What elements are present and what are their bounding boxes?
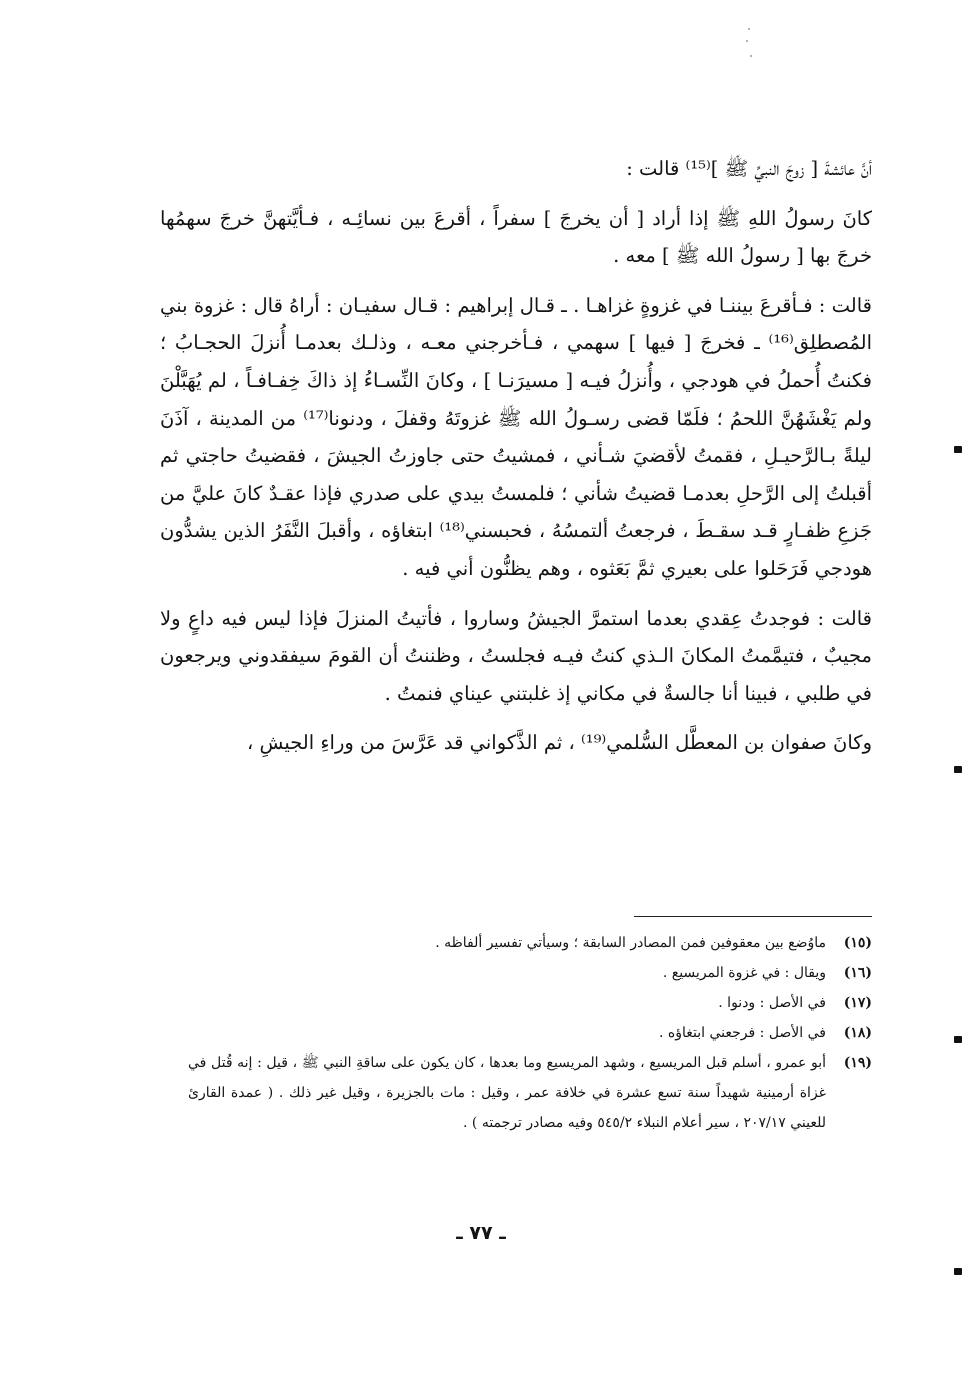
scan-speck <box>746 40 748 42</box>
footnote-number: (١٥) <box>843 935 872 951</box>
page-number: ـ ٧٧ ـ <box>456 1222 506 1244</box>
footnote-text: ويقال : في غزوة المريسيع . <box>662 965 826 981</box>
footnote-19 <box>188 1048 872 1138</box>
footnote-16 <box>188 958 872 988</box>
footnote-15 <box>188 928 872 958</box>
footnotes <box>188 928 872 1138</box>
footnote-text: أبو عمرو ، أسلم قبل المريسيع ، وشهد المريسيع وما بعدها ، كان يكون على ساقةِ النبي ﷺ ، قيل : إنه قُتل في غزاة أرمينية شهيداً سنة تسع عشرة في خلافة عمر ، وقيل : مات بالجزيرة ، وقيل غير ذلك . ( عمدة القارئ للعيني ٢٠٧/١٧ ، سير أعلام النبلاء ٥٤٥/٢ وفيه مصادر ترجمته ) . <box>188 1055 826 1131</box>
paragraph-journey: قالت : فـأقرعَ بيننـا في غزوةٍ غزاهـا . ـ قـال إبراهيم : قـال سفيـان : أراهُ قال : غزوة بني المُصطلِق⁽¹⁶⁾ ـ فخرجَ [ فيها ] سهمي ، فـأخرجني معـه ، وذلـك بعدمـا أُنزلَ الحجـابُ ؛ فكنتُ أُحملُ في هودجي ، وأُنزلُ فيـه [ مسيرَنـا ] ، وكانَ النِّسـاءُ إذ ذاكَ خِفـافـاً ، لم يُهَبَّلْنَ ولم يَغْشَهُنَّ اللحمُ ؛ فلَمّا قضى رسـولُ الله ﷺ غزوتَهُ وقفلَ ، ودنونا⁽¹⁷⁾ من المدينة ، آذَنَ ليلةً بـالرَّحيـلِ ، فقمتُ لأقضيَ شـأني ، فمشيتُ حتى جاوزتُ الجيشَ ، فقضيتُ حاجتي ثم أقبلتُ إلى الرَّحلِ بعدمـا قضيتُ شأني ؛ فلمستُ بيدي على صدري فإذا عقـدٌ كانَ عليَّ من جَزعِ ظفـارٍ قـد سقـطَ ، فرجعتُ ألتمسُهُ ، فحبسني⁽¹⁸⁾ ابتغاؤه ، وأقبلَ النَّفَرُ الذين يشدُّون هودجي فَرَحَلوا على بعيري ثمَّ بَعَثوه ، وهم يظنُّون أني فيه . <box>160 293 872 580</box>
paragraph-necklace: قالت : فوجدتُ عِقدي بعدما استمرَّ الجيشُ وساروا ، فأتيتُ المنزلَ فإذا ليس فيه داعٍ ولا مجيبٌ ، فتيمَّمتُ المكانَ الـذي كنتُ فيـه فجلستُ ، وظننتُ أن القومَ سيفقدوني ويرجعون في طلبي ، فبينا أنا جالسةٌ في مكاني إذ غلبتني عيناي فنمتُ . <box>160 606 872 705</box>
footnote-number: (١٨) <box>843 1025 872 1041</box>
scan-speck <box>748 28 750 30</box>
footnote-number: (١٩) <box>843 1055 872 1071</box>
footnote-text: في الأصل : ودنوا . <box>718 995 826 1011</box>
footnote-17 <box>188 988 872 1018</box>
footnote-text: في الأصل : فرجعني ابتغاؤه . <box>659 1025 826 1041</box>
footnote-text: ماوُضع بين معقوفين فمن المصادر السابقة ؛ وسيأتي تفسير ألفاظه . <box>435 935 826 951</box>
paragraph-lottery: كانَ رسولُ اللهِ ﷺ إذا أراد [ أن يخرجَ ] سفراً ، أقرعَ بين نسائِـه ، فـأيَّتهنَّ خرجَ سهمُها خرجَ بها [ رسولُ الله ﷺ ] معه . <box>160 206 872 268</box>
scan-mark <box>954 1036 962 1043</box>
paragraph-safwan: وكانَ صفوان بن المعطَّل السُّلمي⁽¹⁹⁾ ، ثم الذَّكواني قد عَرَّسَ من وراءِ الجيشِ ، <box>246 731 872 755</box>
scan-mark <box>954 766 962 773</box>
scan-mark <box>954 1268 962 1275</box>
footnote-divider <box>634 916 872 917</box>
footnote-number: (١٦) <box>843 965 872 981</box>
scan-speck <box>750 55 752 57</box>
footnote-number: (١٧) <box>843 995 872 1011</box>
scan-mark <box>954 446 962 453</box>
main-text <box>160 150 872 762</box>
paragraph-intro: أنَّ عائشةَ [ زوجَ النبيِّ ﷺ ]⁽¹⁵⁾ قالت : <box>626 157 872 180</box>
footnote-18 <box>188 1018 872 1048</box>
